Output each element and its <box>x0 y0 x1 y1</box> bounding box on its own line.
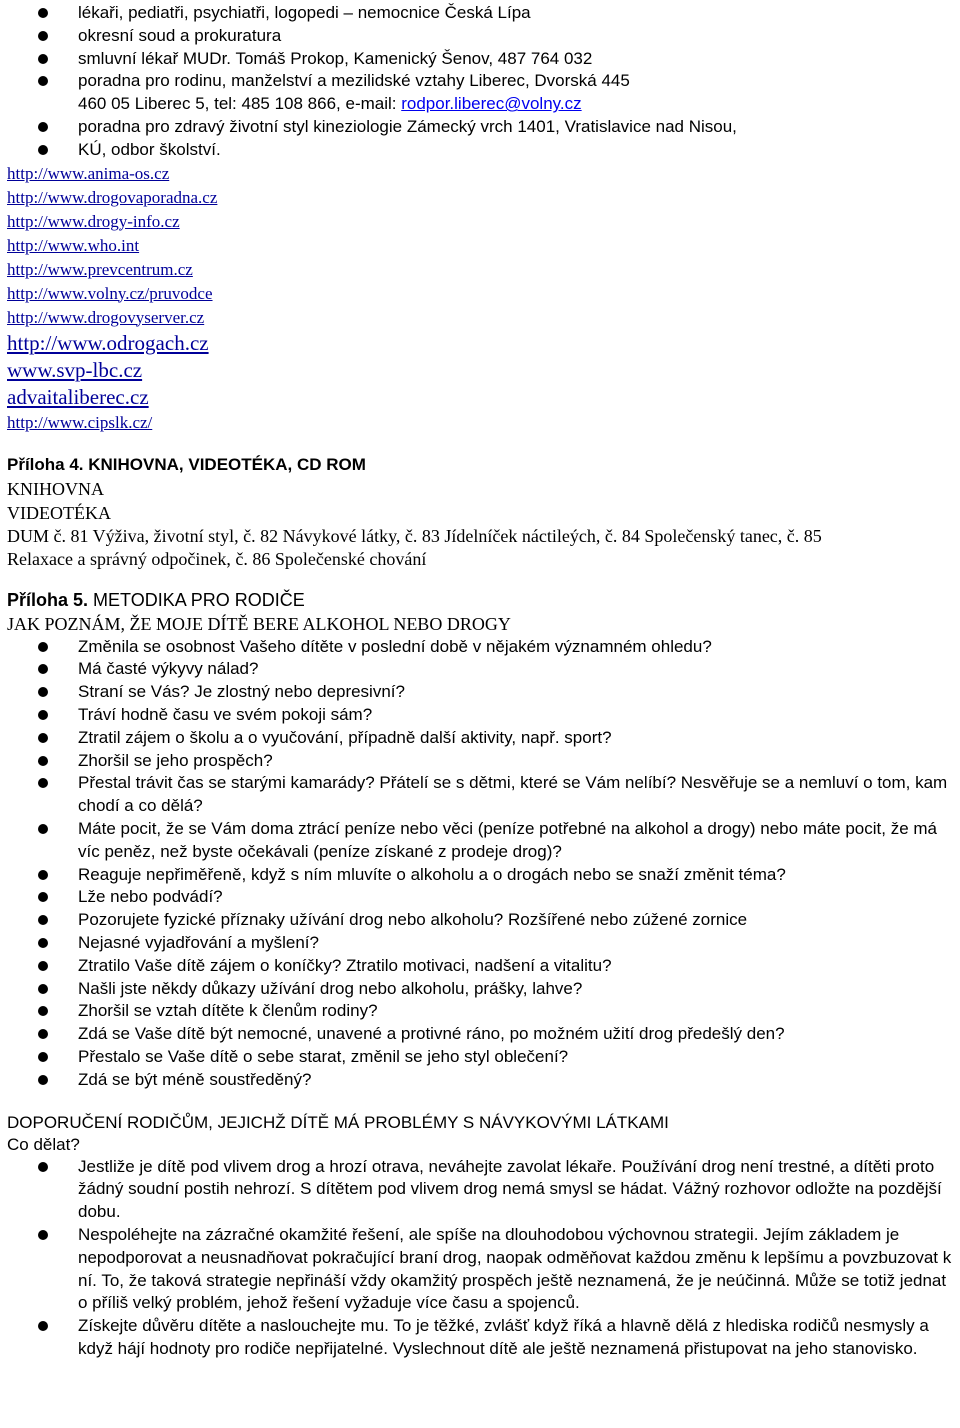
web-link[interactable]: http://www.who.int <box>7 235 140 255</box>
web-link[interactable]: http://www.odrogach.cz <box>7 330 209 355</box>
dum-line: Relaxace a správný odpočinek, č. 86 Společenské chování <box>7 548 427 569</box>
list-item: Tráví hodně času ve svém pokoji sám? <box>0 704 960 727</box>
priloha4-title: KNIHOVNA, VIDEOTÉKA, CD ROM <box>83 454 366 474</box>
list-item: Nejasné vyjadřování a myšlení? <box>0 932 960 955</box>
list-item: Lže nebo podvádí? <box>0 886 960 909</box>
priloha5-label: Příloha 5. <box>7 589 89 610</box>
list-item: Máte pocit, že se Vám doma ztrácí peníze nebo věci (peníze potřebné na alkohol a drogy) nebo máte pocit, že má víc peněz, než byste očekávali (peníze získané z prodeje drog)? <box>0 818 960 864</box>
list-item: Zdá se být méně soustředěný? <box>0 1069 960 1092</box>
email-link[interactable]: rodpor.liberec@volny.cz <box>401 94 582 114</box>
list-item: Přestal trávit čas se starými kamarády? Přátelí se s dětmi, které se Vám nelíbí? Nesvěřuje se a nemluví o tom, kam chodí a co dělá? <box>0 772 960 818</box>
list-item: okresní soud a prokuratura <box>0 25 960 48</box>
web-link[interactable]: http://www.drogy-info.cz <box>7 211 180 231</box>
web-link[interactable]: http://www.drogovaporadna.cz <box>7 187 218 207</box>
doporuceni-title: DOPORUČENÍ RODIČŮM, JEJICHŽ DÍTĚ MÁ PROBLÉMY S NÁVYKOVÝMI LÁTKAMI <box>7 1112 669 1132</box>
web-link[interactable]: http://www.volny.cz/pruvodce <box>7 283 213 303</box>
web-link[interactable]: http://www.prevcentrum.cz <box>7 259 193 279</box>
list-item: Zhoršil se vztah dítěte k členům rodiny? <box>0 1000 960 1023</box>
question-list <box>0 636 960 1092</box>
list-item: Jestliže je dítě pod vlivem drog a hrozí otrava, neváhejte zavolat lékaře. Používání drog není trestné, a dítěti proto žádný soudní postih nehrozí. S dítětem pod vlivem drog nemá smysl se hádat. Vážný rozhovor odložte na pozdější dobu. <box>0 1156 960 1224</box>
list-item: Přestalo se Vaše dítě o sebe starat, změnil se jeho styl oblečení? <box>0 1046 960 1069</box>
list-item: Ztratil zájem o školu a o vyučování, případně další aktivity, např. sport? <box>0 727 960 750</box>
web-link[interactable]: http://www.cipslk.cz/ <box>7 412 153 432</box>
priloha4-heading <box>0 453 960 477</box>
list-item: Nespoléhejte na zázračné okamžité řešení, ale spíše na dlouhodobou výchovnou strategii. Jejím základem je nepodporovat a neusnadňovat pokračující braní drog, naopak odměňovat každou změnu k lepšímu a povzbuzovat k ní. To, že taková strategie nepřináší vždy okamžitý prospěch ještě neznamená, že je neúčinná. Může se totiž jednat o příliš velký problém, jehož řešení vyžaduje více času a spojenců. <box>0 1224 960 1315</box>
web-link[interactable]: http://www.drogovyserver.cz <box>7 307 205 327</box>
contact-list <box>0 2 960 162</box>
doporuceni-question: Co dělat? <box>7 1134 80 1154</box>
list-item: Našli jste někdy důkazy užívání drog nebo alkoholu, prášky, lahve? <box>0 978 960 1001</box>
knihovna-label: KNIHOVNA <box>7 478 104 499</box>
list-item: KÚ, odbor školství. <box>0 139 960 162</box>
web-link[interactable]: www.svp-lbc.cz <box>7 357 143 382</box>
list-item: Ztratilo Vaše dítě zájem o koníčky? Ztratilo motivaci, nadšení a vitalitu? <box>0 955 960 978</box>
poradna-rodina-line2: 460 05 Liberec 5, tel: 485 108 866, e-mail: <box>78 94 402 114</box>
dum-line: DUM č. 81 Výživa, životní styl, č. 82 Návykové látky, č. 83 Jídelníček náctileých, č. 84 Společenský tanec, č. 85 <box>7 525 822 546</box>
videoteka-label: VIDEOTÉKA <box>7 502 111 523</box>
priloha5-title: METODIKA PRO RODIČE <box>88 589 305 610</box>
list-item: poradna pro zdravý životní styl kineziologie Zámecký vrch 1401, Vratislavice nad Nisou, <box>0 116 960 139</box>
priloha4-label: Příloha 4. <box>7 454 84 474</box>
list-item-poradna-rodina <box>0 70 960 116</box>
link-list <box>0 162 960 435</box>
priloha5-heading <box>0 588 960 612</box>
list-item: lékaři, pediatři, psychiatři, logopedi – nemocnice Česká Lípa <box>0 2 960 25</box>
list-item: Straní se Vás? Je zlostný nebo depresivní? <box>0 681 960 704</box>
list-item: smluvní lékař MUDr. Tomáš Prokop, Kamenický Šenov, 487 764 032 <box>0 48 960 71</box>
list-item: Pozorujete fyzické příznaky užívání drog nebo alkoholu? Rozšířené nebo zúžené zornice <box>0 909 960 932</box>
list-item: Změnila se osobnost Vašeho dítěte v poslední době v nějakém významném ohledu? <box>0 636 960 659</box>
list-item: Zdá se Vaše dítě být nemocné, unavené a protivné ráno, po možném užití drog předešlý den? <box>0 1023 960 1046</box>
list-item: Má časté výkyvy nálad? <box>0 658 960 681</box>
list-item: Zhoršil se jeho prospěch? <box>0 750 960 773</box>
list-item: Získejte důvěru dítěte a naslouchejte mu. To je těžké, zvlášť když říká a hlavně dělá z hlediska rodičů nesmysly a když hájí hodnoty pro rodiče nepřijatelné. Vyslechnout dítě ale ještě neznamená přistupovat na jeho stanovisko. <box>0 1315 960 1361</box>
advice-list <box>0 1156 960 1361</box>
list-item: Reaguje nepřiměřeně, když s ním mluvíte o alkoholu a o drogách nebo se snaží změnit téma? <box>0 864 960 887</box>
web-link[interactable]: http://www.anima-os.cz <box>7 163 170 183</box>
poradna-rodina-line1: poradna pro rodinu, manželství a mezilidské vztahy Liberec, Dvorská 445 <box>78 71 630 91</box>
web-link[interactable]: advaitaliberec.cz <box>7 384 149 409</box>
priloha5-subtitle: JAK POZNÁM, ŽE MOJE DÍTĚ BERE ALKOHOL NEBO DROGY <box>7 613 511 634</box>
